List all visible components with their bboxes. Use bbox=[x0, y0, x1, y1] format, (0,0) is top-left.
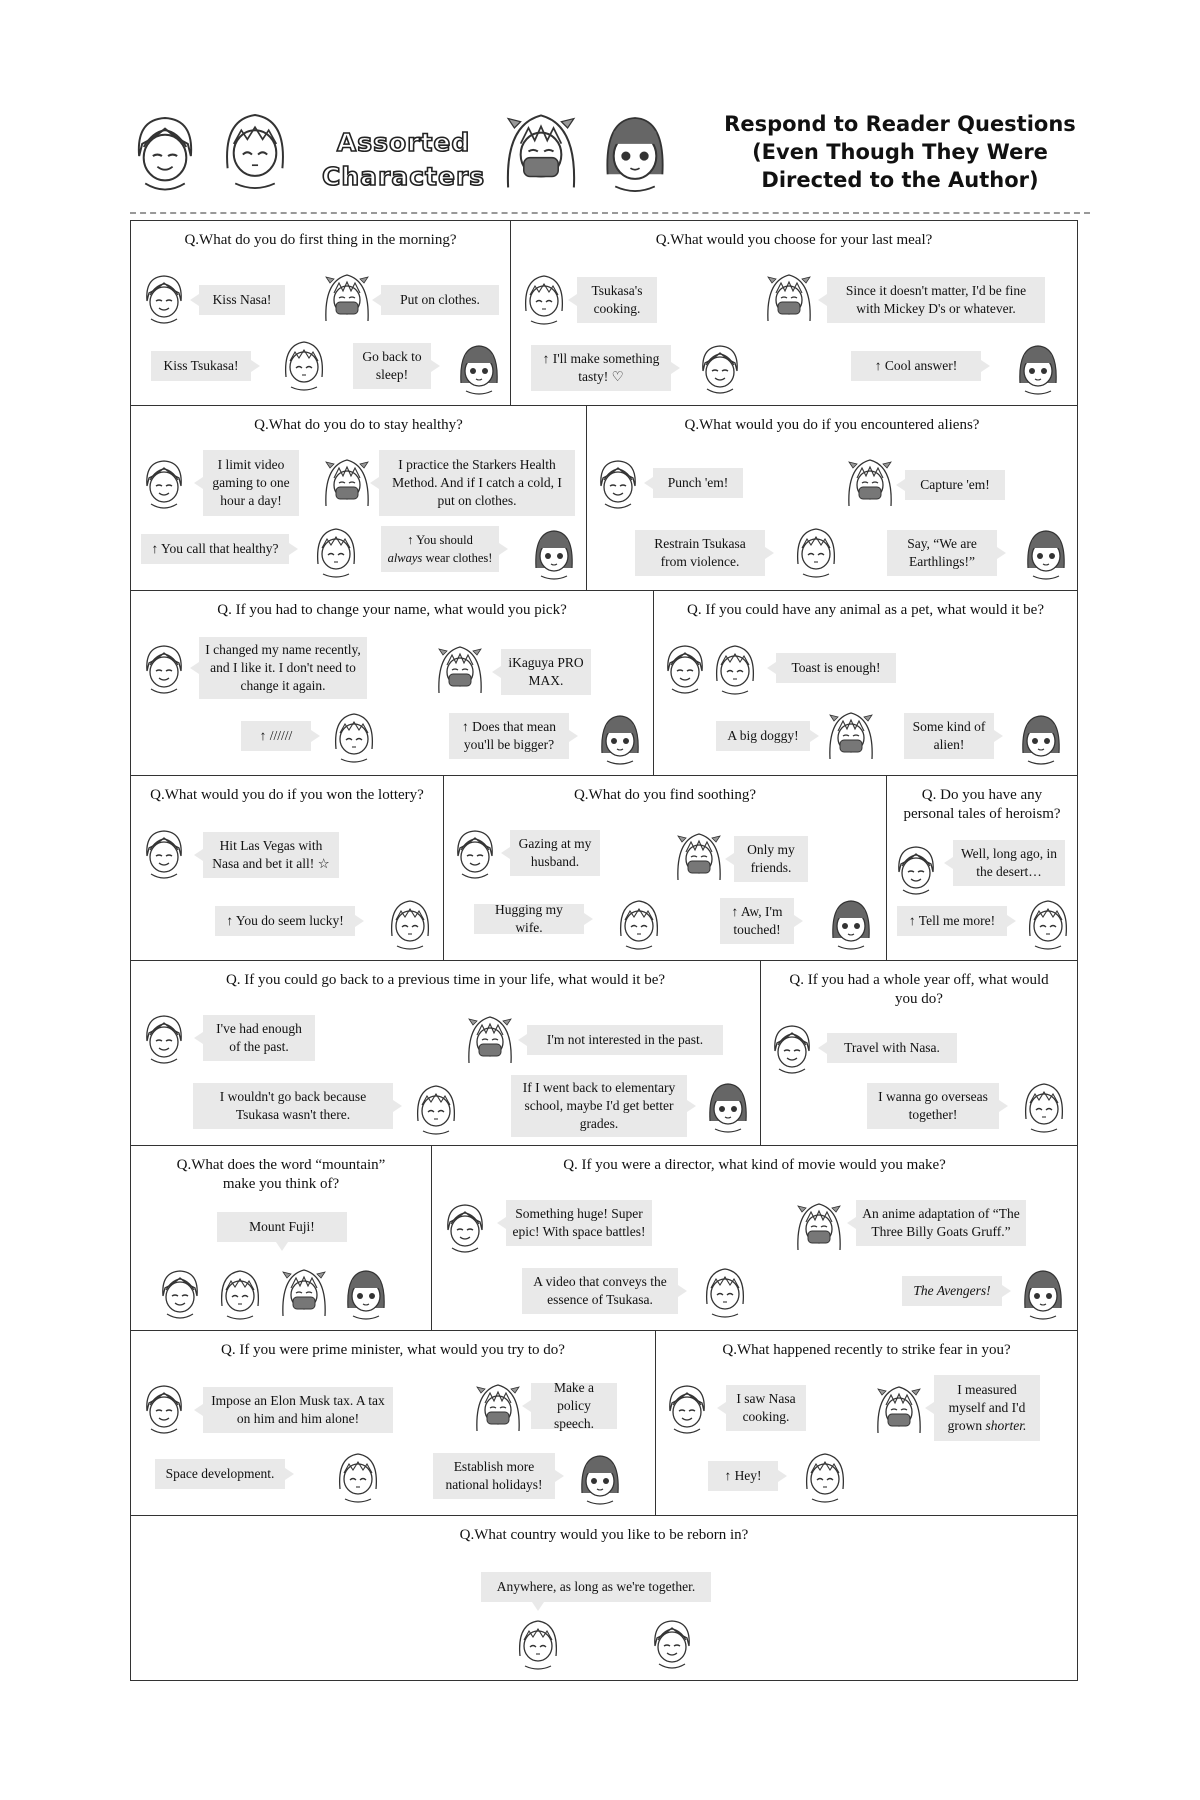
tsukasa-icon bbox=[712, 641, 758, 697]
question: Q.What would you choose for your last meal? bbox=[655, 232, 933, 248]
answer-bubble: Capture 'em! bbox=[905, 470, 1005, 500]
answer-bubble: ↑ Does that mean you'll be bigger? bbox=[449, 713, 569, 759]
nasa-icon bbox=[893, 842, 939, 898]
nasa-icon bbox=[442, 1200, 488, 1256]
answer-bubble: Restrain Tsukasa from violence. bbox=[635, 530, 765, 576]
nasa-icon bbox=[697, 341, 743, 397]
question: Q. If you were a director, what kind of movie would you make? bbox=[563, 1157, 946, 1173]
panel-aliens bbox=[586, 405, 1078, 591]
answer-bubble: ↑ You should always wear clothes! bbox=[381, 526, 499, 572]
tsukasa-portrait bbox=[220, 102, 290, 198]
aya-icon bbox=[705, 1079, 751, 1135]
answer-bubble: Gazing at my husband. bbox=[510, 830, 600, 876]
answer-bubble: Go back to sleep! bbox=[353, 343, 431, 389]
aya-icon bbox=[1023, 526, 1069, 582]
answer-bubble: Mount Fuji! bbox=[217, 1212, 347, 1242]
kaguya-icon bbox=[796, 1200, 842, 1256]
answer-bubble: Punch 'em! bbox=[653, 468, 743, 498]
tsukasa-icon bbox=[1025, 896, 1071, 952]
answer-bubble: Make a policy speech. bbox=[531, 1383, 617, 1429]
nasa-portrait bbox=[130, 108, 200, 198]
kaguya-icon bbox=[324, 456, 370, 512]
aya-icon bbox=[577, 1451, 623, 1507]
question: Q.What does the word “mountain” make you think of? bbox=[176, 1157, 386, 1192]
question: Q.What do you do to stay healthy? bbox=[254, 417, 463, 433]
panel-pet bbox=[653, 590, 1078, 776]
tsukasa-icon bbox=[335, 1449, 381, 1505]
answer-bubble: A video that conveys the essence of Tsukasa. bbox=[522, 1268, 678, 1314]
panel-morning bbox=[130, 220, 511, 406]
nasa-icon bbox=[141, 826, 187, 882]
answer-bubble: ↑ You do seem lucky! bbox=[215, 906, 355, 936]
question: Q. If you had to change your name, what would you pick? bbox=[217, 602, 567, 618]
panel-prime-minister bbox=[130, 1330, 656, 1516]
answer-bubble: Travel with Nasa. bbox=[827, 1033, 957, 1063]
panel-year-off bbox=[760, 960, 1078, 1146]
panel-mountain bbox=[130, 1145, 432, 1331]
panel-change-name bbox=[130, 590, 654, 776]
kaguya-icon bbox=[467, 1013, 513, 1069]
page-header bbox=[130, 102, 1090, 214]
question: Q. If you could have any animal as a pet, what would it be? bbox=[687, 602, 1044, 618]
kaguya-icon bbox=[676, 830, 722, 886]
page-title: Respond to Reader Questions (Even Though They Were Directed to the Author) bbox=[724, 112, 1076, 192]
tsukasa-icon bbox=[515, 1616, 561, 1672]
aya-icon bbox=[343, 1266, 389, 1322]
answer-bubble: Tsukasa's cooking. bbox=[577, 277, 657, 323]
kaguya-icon bbox=[324, 271, 370, 327]
answer-bubble: ↑ You call that healthy? bbox=[141, 534, 289, 564]
question: Q.What would you do if you won the lottery? bbox=[150, 787, 424, 803]
assorted-characters-badge bbox=[322, 126, 485, 194]
answer-bubble: Kiss Nasa! bbox=[199, 285, 285, 315]
panel-go-back bbox=[130, 960, 761, 1146]
nasa-icon bbox=[141, 1381, 187, 1437]
aya-icon bbox=[531, 526, 577, 582]
aya-icon bbox=[1020, 1266, 1066, 1322]
question: Q.What do you find soothing? bbox=[573, 787, 757, 803]
tsukasa-icon bbox=[521, 271, 567, 327]
answer-bubble: A big doggy! bbox=[716, 721, 810, 751]
panel-fear bbox=[655, 1330, 1078, 1516]
aya-icon bbox=[1015, 341, 1061, 397]
question: Q. Do you have any personal tales of heroism? bbox=[903, 787, 1061, 822]
answer-bubble: Kiss Tsukasa! bbox=[151, 351, 251, 381]
answer-bubble: Since it doesn't matter, I'd be fine with Mickey D's or whatever. bbox=[827, 277, 1045, 323]
answer-bubble: Something huge! Super epic! With space battles! bbox=[506, 1200, 652, 1246]
kaguya-icon bbox=[437, 643, 483, 699]
answer-bubble: I've had enough of the past. bbox=[203, 1015, 315, 1061]
answer-bubble: Establish more national holidays! bbox=[433, 1453, 555, 1499]
nasa-icon bbox=[649, 1616, 695, 1672]
kaguya-portrait bbox=[505, 106, 577, 200]
answer-bubble: I wouldn't go back because Tsukasa wasn't there. bbox=[193, 1083, 393, 1129]
answer-bubble: ↑ Aw, I'm touched! bbox=[720, 898, 794, 944]
nasa-icon bbox=[662, 641, 708, 697]
tsukasa-icon bbox=[217, 1266, 263, 1322]
kaguya-icon bbox=[475, 1381, 521, 1437]
tsukasa-icon bbox=[413, 1081, 459, 1137]
answer-bubble: Hugging my wife. bbox=[474, 904, 584, 934]
answer-bubble: If I went back to elementary school, maybe I'd get better grades. bbox=[511, 1075, 687, 1137]
tsukasa-icon bbox=[313, 524, 359, 580]
tsukasa-icon bbox=[702, 1264, 748, 1320]
kaguya-icon bbox=[847, 456, 893, 512]
answer-bubble: Well, long ago, in the desert… bbox=[953, 840, 1065, 886]
panel-last-meal bbox=[510, 220, 1078, 406]
answer-bubble: Some kind of alien! bbox=[904, 713, 994, 759]
panel-director bbox=[431, 1145, 1078, 1331]
answer-bubble: ↑ Cool answer! bbox=[851, 351, 981, 381]
tsukasa-icon bbox=[802, 1449, 848, 1505]
aya-icon bbox=[597, 711, 643, 767]
question: Q.What would you do if you encountered aliens? bbox=[684, 417, 980, 433]
kaguya-icon bbox=[828, 709, 874, 765]
answer-bubble: I wanna go overseas together! bbox=[867, 1083, 999, 1129]
answer-bubble: I limit video gaming to one hour a day! bbox=[203, 450, 299, 516]
question: Q.What happened recently to strike fear in you? bbox=[722, 1342, 1011, 1358]
nasa-icon bbox=[141, 456, 187, 512]
aya-portrait bbox=[600, 106, 670, 200]
tsukasa-icon bbox=[1021, 1079, 1067, 1135]
tsukasa-icon bbox=[387, 896, 433, 952]
question: Q. If you had a whole year off, what would you do? bbox=[789, 972, 1049, 1007]
answer-bubble: I saw Nasa cooking. bbox=[726, 1385, 806, 1431]
nasa-icon bbox=[141, 1011, 187, 1067]
nasa-icon bbox=[595, 456, 641, 512]
answer-bubble: Put on clothes. bbox=[381, 285, 499, 315]
panel-lottery bbox=[130, 775, 444, 961]
answer-bubble: I practice the Starkers Health Method. And if I catch a cold, I put on clothes. bbox=[379, 450, 575, 516]
kaguya-icon bbox=[876, 1383, 922, 1439]
nasa-icon bbox=[141, 641, 187, 697]
question: Q. If you could go back to a previous time in your life, what would it be? bbox=[225, 972, 666, 988]
answer-bubble: Say, “We are Earthlings!” bbox=[887, 530, 997, 576]
panel-soothing bbox=[443, 775, 887, 961]
badge-line-2: Characters bbox=[322, 162, 486, 191]
nasa-icon bbox=[141, 271, 187, 327]
answer-bubble: ↑ Tell me more! bbox=[897, 906, 1007, 936]
answer-bubble: ↑ ////// bbox=[241, 721, 311, 751]
tsukasa-icon bbox=[331, 709, 377, 765]
answer-bubble: Only my friends. bbox=[734, 836, 808, 882]
question: Q.What do you do first thing in the morning? bbox=[184, 232, 457, 248]
tsukasa-icon bbox=[793, 524, 839, 580]
panel-reborn bbox=[130, 1515, 1078, 1681]
answer-bubble: Toast is enough! bbox=[776, 653, 896, 683]
nasa-icon bbox=[769, 1021, 815, 1077]
answer-bubble: Impose an Elon Musk tax. A tax on him and him alone! bbox=[203, 1387, 393, 1433]
kaguya-icon bbox=[281, 1266, 327, 1322]
answer-bubble: Space development. bbox=[155, 1459, 285, 1489]
question: Q.What country would you like to be reborn in? bbox=[459, 1527, 749, 1543]
nasa-icon bbox=[664, 1381, 710, 1437]
tsukasa-icon bbox=[281, 337, 327, 393]
answer-bubble: iKaguya PRO MAX. bbox=[501, 649, 591, 695]
panel-heroism bbox=[886, 775, 1078, 961]
aya-icon bbox=[456, 341, 502, 397]
answer-bubble: I measured myself and I'd grown shorter. bbox=[934, 1375, 1040, 1441]
question: Q. If you were prime minister, what would you try to do? bbox=[221, 1342, 565, 1358]
kaguya-icon bbox=[766, 271, 812, 327]
tsukasa-icon bbox=[616, 896, 662, 952]
panel-healthy bbox=[130, 405, 587, 591]
answer-bubble: ↑ I'll make something tasty! ♡ bbox=[531, 345, 671, 391]
answer-bubble: I changed my name recently, and I like it. I don't need to change it again. bbox=[199, 637, 367, 699]
answer-bubble: Anywhere, as long as we're together. bbox=[481, 1572, 711, 1602]
answer-bubble: I'm not interested in the past. bbox=[527, 1025, 723, 1055]
answer-bubble: An anime adaptation of “The Three Billy Goats Gruff.” bbox=[856, 1200, 1026, 1246]
nasa-icon bbox=[157, 1266, 203, 1322]
answer-bubble: Hit Las Vegas with Nasa and bet it all! ☆ bbox=[203, 832, 339, 878]
nasa-icon bbox=[452, 826, 498, 882]
answer-bubble: ↑ Hey! bbox=[708, 1461, 778, 1491]
aya-icon bbox=[828, 896, 874, 952]
badge-line-1: Assorted bbox=[336, 128, 471, 157]
answer-bubble: The Avengers! bbox=[902, 1276, 1002, 1306]
aya-icon bbox=[1018, 711, 1064, 767]
header-divider bbox=[130, 212, 1090, 214]
